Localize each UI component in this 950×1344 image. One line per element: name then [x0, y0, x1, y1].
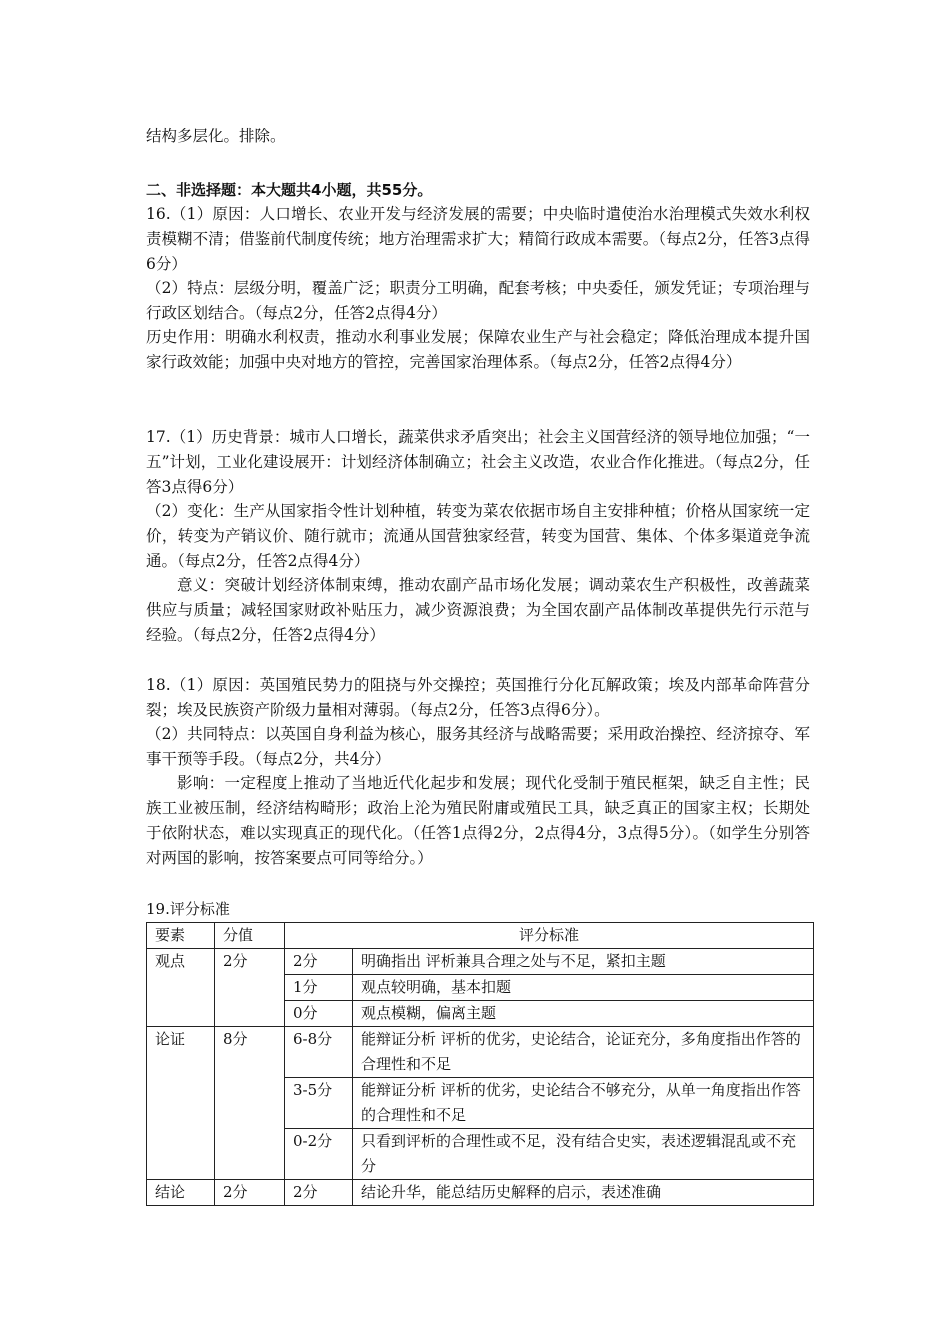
- criteria-cell: 观点模糊，偏离主题: [353, 1001, 814, 1027]
- element-cell: 观点: [147, 949, 215, 1027]
- value-cell: 2分: [215, 949, 285, 1027]
- scoring-table: [146, 922, 814, 1206]
- q17-part2: （2）变化：生产从国家指令性计划种植，转变为菜农依据市场自主安排种植；价格从国家统一定价，转变为产销议价、随行就市；流通从国营独家经营，转变为国营、集体、个体多渠道竞争流通。（每点2分，任答2点得4分）: [146, 502, 810, 570]
- score-cell: 2分: [285, 949, 353, 975]
- table-caption: 19.评分标准: [146, 900, 230, 918]
- score-cell: 6-8分: [285, 1027, 353, 1078]
- table-row: [147, 1027, 814, 1078]
- table-row: [147, 949, 814, 975]
- score-cell: 3-5分: [285, 1078, 353, 1129]
- q16-part1: 16.（1）原因：人口增长、农业开发与经济发展的需要；中央临时遣使治水治理模式失效水利权责模糊不清；借鉴前代制度传统；地方治理需求扩大；精简行政成本需要。（每点2分，任答3点得6分）: [146, 205, 810, 273]
- score-cell: 2分: [285, 1180, 353, 1206]
- criteria-cell: 只看到评析的合理性或不足，没有结合史实，表述逻辑混乱或不充分: [353, 1129, 814, 1180]
- q18-part2: （2）共同特点：以英国自身利益为核心，服务其经济与战略需要；采用政治操控、经济掠夺、军事干预等手段。（每点2分，共4分）: [146, 725, 810, 768]
- header-value: 分值: [215, 923, 285, 949]
- element-cell: 结论: [147, 1180, 215, 1206]
- score-cell: 0-2分: [285, 1129, 353, 1180]
- q18-part1: 18.（1）原因：英国殖民势力的阻挠与外交操控；英国推行分化瓦解政策；埃及内部革命阵营分裂；埃及民族资产阶级力量相对薄弱。（每点2分，任答3点得6分）。: [146, 676, 810, 719]
- q17-part3: 意义：突破计划经济体制束缚，推动农副产品市场化发展；调动菜农生产积极性，改善蔬菜供应与质量；减轻国家财政补贴压力，减少资源浪费；为全国农副产品体制改革提供先行示范与经验。（每点2分，任答2点得4分）: [146, 576, 810, 644]
- q16-part2: （2）特点：层级分明，覆盖广泛；职责分工明确，配套考核；中央委任，颁发凭证；专项治理与行政区划结合。（每点2分，任答2点得4分）: [146, 279, 810, 322]
- table-header-row: [147, 923, 814, 949]
- criteria-cell: 明确指出 评析兼具合理之处与不足，紧扣主题: [353, 949, 814, 975]
- score-cell: 0分: [285, 1001, 353, 1027]
- q16-part3: 历史作用：明确水利权责，推动水利事业发展；保障农业生产与社会稳定；降低治理成本提升国家行政效能；加强中央对地方的管控，完善国家治理体系。（每点2分，任答2点得4分）: [146, 328, 810, 371]
- criteria-cell: 能辩证分析 评析的优劣，史论结合，论证充分，多角度指出作答的合理性和不足: [353, 1027, 814, 1078]
- table-row: [147, 1180, 814, 1206]
- q17-part1: 17.（1）历史背景：城市人口增长，蔬菜供求矛盾突出；社会主义国营经济的领导地位加强；“一五”计划，工业化建设展开：计划经济体制确立；社会主义改造，农业合作化推进。（每点2分，任答3点得6分）: [146, 428, 810, 496]
- section-title: 二、非选择题：本大题共4小题，共55分。: [146, 181, 433, 199]
- header-element: 要素: [147, 923, 215, 949]
- criteria-cell: 结论升华，能总结历史解释的启示，表述准确: [353, 1180, 814, 1206]
- q18-part3: 影响：一定程度上推动了当地近代化起步和发展；现代化受制于殖民框架，缺乏自主性；民族工业被压制，经济结构畸形；政治上沦为殖民附庸或殖民工具，缺乏真正的国家主权；长期处于依附状态，难以实现真正的现代化。（任答1点得2分，2点得4分，3点得5分）。（如学生分别答对两国的影响，按答案要点可同等给分。）: [146, 774, 810, 867]
- header-criteria: 评分标准: [285, 923, 814, 949]
- criteria-cell: 能辩证分析 评析的优劣，史论结合不够充分，从单一角度指出作答的合理性和不足: [353, 1078, 814, 1129]
- score-cell: 1分: [285, 975, 353, 1001]
- text-line-top: 结构多层化。排除。: [146, 127, 286, 145]
- value-cell: 2分: [215, 1180, 285, 1206]
- criteria-cell: 观点较明确，基本扣题: [353, 975, 814, 1001]
- element-cell: 论证: [147, 1027, 215, 1180]
- value-cell: 8分: [215, 1027, 285, 1180]
